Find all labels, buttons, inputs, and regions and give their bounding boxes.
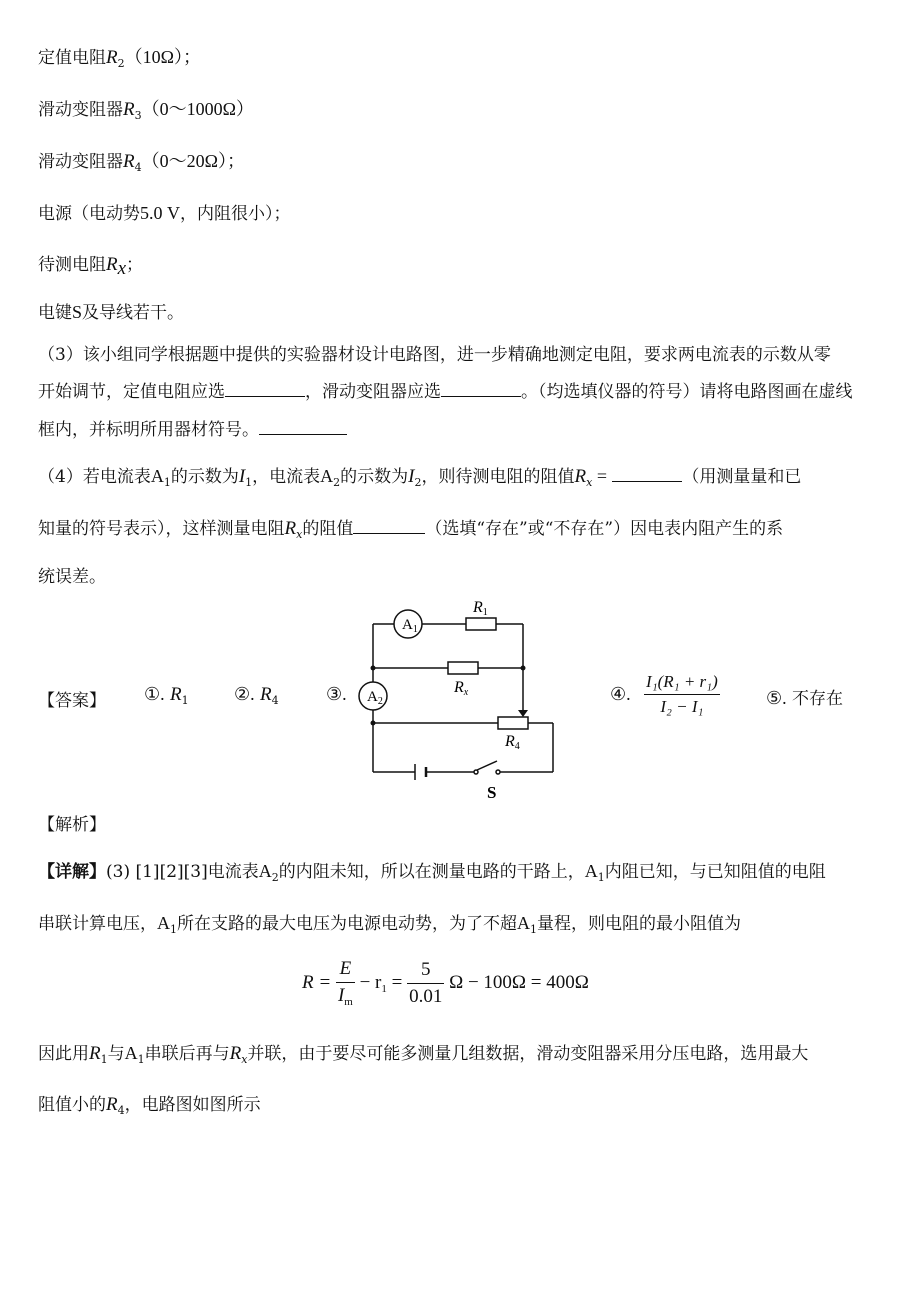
analysis-tag: 【解析】 bbox=[38, 815, 106, 835]
circuit-diagram bbox=[350, 596, 565, 806]
detail-line4: 因此用$R_1$与$A_1$串联后再与$R_x$并联，由于要尽可能多测量几组数据，滑动变阻器采用分压电路，选用最大 bbox=[38, 1043, 809, 1066]
q4-line2: 知量的符号表示），这样测量电阻$R_x$的阻值 （选填“存在”或“不存在”）因电表内阻产生的系 bbox=[38, 518, 784, 541]
switch-contact bbox=[496, 770, 500, 774]
q3-line3: 框内，并标明所用器材符号。 bbox=[38, 418, 347, 442]
equipment-rx: 待测电阻$R_x$； bbox=[38, 254, 144, 279]
switch-label: S bbox=[487, 783, 497, 802]
answer-tag: 【答案】 bbox=[38, 691, 106, 711]
resistor-rx bbox=[448, 662, 478, 674]
answer-4: ④. $\frac{\text{I₁(R₁ + r₁)}}{\text{I₂ − I₁}}$ bbox=[610, 672, 718, 716]
detail-line2: 串联计算电压，$A_1$所在支路的最大电压为电源电动势，为了不超$A_1$量程，则电阻的最小阻值为 bbox=[38, 913, 741, 936]
answer-3: ③. bbox=[326, 684, 347, 704]
equipment-switch: 电键S及导线若干。 bbox=[38, 302, 185, 323]
q3-line1: （3）该小组同学根据题中提供的实验器材设计电路图，进一步精确地测定电阻，要求两电流表的示数从零 bbox=[38, 345, 831, 365]
answer-blank[interactable] bbox=[259, 418, 347, 435]
equipment-r2: 定值电阻$R_2(10\Omega)$； bbox=[38, 47, 201, 70]
resistor-r1 bbox=[466, 618, 496, 630]
equipment-r4: 滑动变阻器$R_4(0\sim 20\Omega)$； bbox=[38, 151, 245, 174]
detail-line5: 阻值小的$R_4$，电路图如图所示 bbox=[38, 1094, 261, 1117]
a1-label: $A_1$ bbox=[402, 617, 418, 635]
r4-label: R4 bbox=[505, 733, 520, 752]
answer-1: ①. $R_1$ bbox=[144, 684, 189, 707]
junction-dot bbox=[521, 666, 526, 671]
q4-line1: （4）若电流表$A_1$的示数为$I_1$，电流表$A_2$的示数为$I_2$，则待测电阻的阻值$R_x$ = （用测量量和已 bbox=[38, 466, 802, 489]
answer-blank[interactable] bbox=[225, 380, 305, 397]
switch-blade bbox=[477, 761, 497, 770]
slider-arrow-icon bbox=[518, 710, 528, 717]
equipment-r3: 滑动变阻器$R_3(0\sim 1000\Omega)$ bbox=[38, 99, 254, 122]
equipment-source: 电源（电动势5.0 V，内阻很小）； bbox=[38, 203, 291, 224]
junction-dot bbox=[371, 721, 376, 726]
r1-label: R1 bbox=[473, 599, 488, 618]
answer-2: ②. $R_4$ bbox=[234, 684, 279, 707]
q4-line3: 统误差。 bbox=[38, 567, 106, 587]
switch-contact bbox=[474, 770, 478, 774]
a2-label: $A_2$ bbox=[367, 689, 383, 707]
answer-blank[interactable] bbox=[441, 380, 521, 397]
answer-4-fraction: $\frac{\text{I₁(R₁ + r₁)}}{\text{I₂ − I₁}}$ bbox=[646, 672, 718, 716]
rheostat-r4 bbox=[498, 717, 528, 729]
junction-dot bbox=[371, 666, 376, 671]
rx-label: Rx bbox=[454, 679, 469, 698]
q3-line2: 开始调节，定值电阻应选 ，滑动变阻器应选 。（均选填仪器的符号）请将电路图画在虚线 bbox=[38, 382, 853, 402]
answer-blank[interactable] bbox=[353, 517, 425, 534]
detail-line1: 【详解】(3) [1][2][3]电流表$A_2$的内阻未知，所以在测量电路的干路上，$A_1$内阻已知，与已知阻值的电阻 bbox=[38, 861, 826, 884]
equation-min-resistance: R = $\frac{E}{I_m}$ − $r_1$ = $\frac{5}{0.01}$ Ω − 100Ω = 400Ω bbox=[302, 958, 589, 1008]
answer-5: ⑤. 不存在 bbox=[766, 688, 844, 709]
answer-blank[interactable] bbox=[612, 465, 682, 482]
